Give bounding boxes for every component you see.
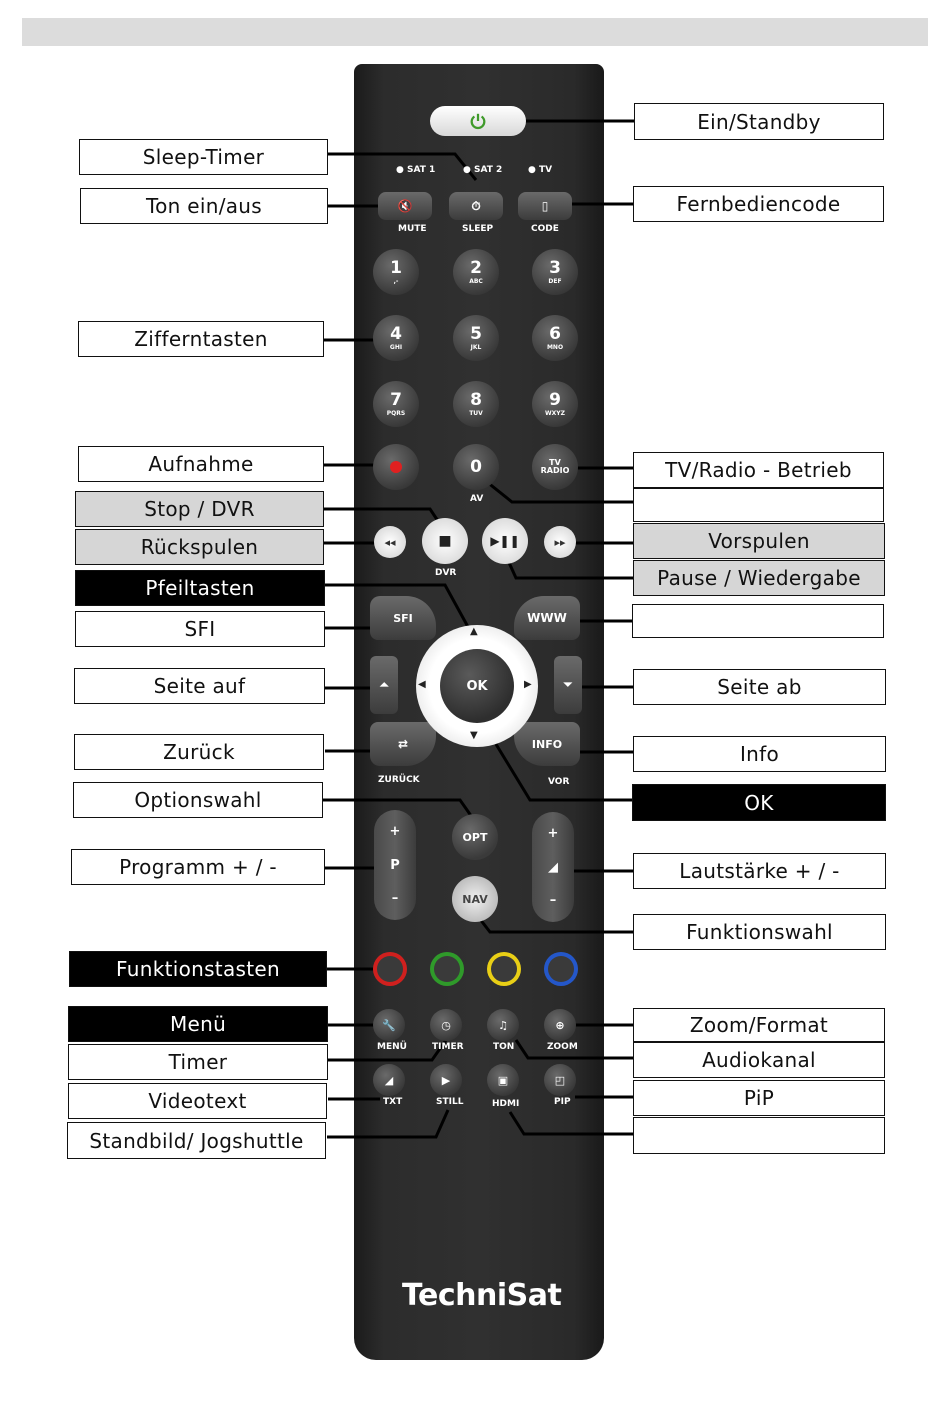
- label-sleep-timer: Sleep-Timer: [79, 139, 328, 175]
- label-info: Info: [633, 736, 886, 772]
- label-sfi: SFI: [75, 611, 325, 647]
- digit-letters: ABC: [469, 277, 483, 285]
- label-www: [632, 604, 884, 638]
- page-down-button[interactable]: [554, 656, 582, 714]
- remote-icon: ▯: [541, 199, 549, 213]
- label-pfeiltasten: Pfeiltasten: [75, 570, 325, 606]
- mode-led-sat1: ● SAT 1: [396, 165, 436, 175]
- hdmi-button[interactable]: [487, 1064, 519, 1096]
- teletext-icon: ◢: [384, 1073, 394, 1087]
- digit-label: 0: [470, 456, 482, 477]
- digit-label: 4: [390, 323, 402, 344]
- label-standbild: Standbild/ Jogshuttle: [67, 1122, 326, 1159]
- mode-led-sat2: ● SAT 2: [463, 165, 503, 175]
- tv-radio-label: TV RADIO: [540, 458, 570, 475]
- sfi-label: SFI: [393, 611, 413, 625]
- label-rueckspulen: Rückspulen: [75, 529, 324, 565]
- label-funktionstasten: Funktionstasten: [69, 951, 327, 987]
- blue-key[interactable]: [544, 952, 578, 986]
- music-note-icon: ♫: [498, 1018, 508, 1032]
- play-pause-icon: ▶❚❚: [490, 534, 520, 548]
- clock-icon: ⏱: [471, 198, 481, 213]
- label-timer: Timer: [68, 1044, 328, 1080]
- hdmi-caption: HDMI: [492, 1099, 520, 1109]
- timer-caption: TIMER: [432, 1042, 464, 1052]
- double-chevron-up-icon: ⏶: [379, 678, 389, 691]
- label-pip: PiP: [633, 1080, 885, 1116]
- mode-led-tv: ● TV: [528, 165, 553, 175]
- arrow-right-icon[interactable]: ▶: [524, 679, 532, 690]
- record-button[interactable]: [373, 444, 419, 490]
- label-funktionswahl: Funktionswahl: [633, 914, 886, 950]
- label-ton-ein-aus: Ton ein/aus: [80, 188, 328, 224]
- digit-label: 2: [470, 257, 482, 278]
- label-hdmi: [633, 1117, 885, 1154]
- pip-icon: ◰: [554, 1073, 566, 1087]
- label-audiokanal: Audiokanal: [633, 1042, 885, 1078]
- fast-forward-button[interactable]: [544, 526, 576, 558]
- label-fernbediencode: Fernbediencode: [633, 186, 884, 222]
- ton-caption: TON: [493, 1042, 515, 1052]
- menu-caption: MENÜ: [377, 1042, 407, 1052]
- label-av: [633, 488, 884, 522]
- volume-plus: +: [547, 826, 559, 841]
- ok-label: OK: [466, 678, 488, 694]
- digit-4-button[interactable]: [373, 315, 419, 361]
- label-vorspulen: Vorspulen: [633, 523, 885, 559]
- sleep-button[interactable]: [449, 192, 503, 220]
- digit-letters: ,-: [393, 277, 399, 285]
- vor-caption: VOR: [548, 777, 570, 787]
- label-zifferntasten: Zifferntasten: [78, 321, 324, 357]
- digit-label: 9: [549, 389, 561, 410]
- clock-icon: ◷: [441, 1018, 451, 1032]
- code-button[interactable]: [518, 192, 572, 220]
- label-zoom-format: Zoom/Format: [633, 1008, 885, 1042]
- red-key[interactable]: [373, 952, 407, 986]
- zoom-icon: ⊕: [555, 1018, 565, 1032]
- mode-led-label: SAT 2: [474, 165, 503, 175]
- digit-3-button[interactable]: [532, 249, 578, 295]
- wrench-icon: 🔧: [382, 1018, 396, 1032]
- digit-5-button[interactable]: [453, 315, 499, 361]
- stop-icon: ■: [438, 533, 452, 549]
- brand-logo: TechniSat: [402, 1278, 562, 1313]
- pip-button[interactable]: [544, 1064, 576, 1096]
- av-caption: AV: [470, 494, 484, 504]
- yellow-key[interactable]: [487, 952, 521, 986]
- still-caption: STILL: [436, 1097, 464, 1107]
- zoom-caption: ZOOM: [547, 1042, 578, 1052]
- nav-button[interactable]: [452, 876, 498, 922]
- digit-label: 6: [549, 323, 561, 344]
- txt-button[interactable]: [373, 1064, 405, 1096]
- digit-7-button[interactable]: [373, 381, 419, 427]
- tv-radio-button[interactable]: [532, 444, 578, 490]
- label-zurueck: Zurück: [74, 734, 324, 770]
- digit-letters: JKL: [470, 343, 482, 351]
- mode-led-label: SAT 1: [407, 165, 436, 175]
- rewind-button[interactable]: [374, 526, 406, 558]
- www-button[interactable]: [514, 596, 580, 640]
- rewind-icon: ◂◂: [384, 535, 396, 549]
- page-up-button[interactable]: [370, 656, 398, 714]
- label-optionswahl: Optionswahl: [73, 782, 323, 818]
- label-ein-standby: Ein/Standby: [634, 103, 884, 140]
- label-lautstaerke: Lautstärke + / -: [633, 853, 886, 889]
- menu-button[interactable]: [373, 1009, 405, 1041]
- digit-6-button[interactable]: [532, 315, 578, 361]
- ton-button[interactable]: [487, 1009, 519, 1041]
- timer-button[interactable]: [430, 1009, 462, 1041]
- label-seite-ab: Seite ab: [633, 669, 886, 705]
- double-chevron-down-icon: ⏷: [563, 678, 573, 691]
- program-p-label: P: [390, 857, 400, 873]
- digit-letters: PQRS: [386, 409, 406, 417]
- digit-letters: WXYZ: [545, 409, 565, 417]
- arrow-down-icon[interactable]: ▼: [470, 730, 478, 741]
- record-icon: [390, 461, 402, 473]
- arrow-up-icon[interactable]: ▲: [470, 626, 478, 637]
- digit-label: 1: [390, 257, 402, 278]
- play-pause-button[interactable]: [482, 518, 528, 564]
- label-ok: OK: [632, 784, 886, 821]
- opt-button[interactable]: [452, 814, 498, 860]
- txt-caption: TXT: [383, 1097, 403, 1107]
- digit-letters: MNO: [546, 343, 564, 351]
- stop-button[interactable]: [422, 518, 468, 564]
- label-tv-radio-betrieb: TV/Radio - Betrieb: [633, 452, 884, 488]
- volume-rocker[interactable]: [532, 812, 574, 922]
- info-label: INFO: [531, 737, 563, 751]
- label-menue: Menü: [68, 1006, 328, 1042]
- digit-label: 3: [549, 257, 561, 278]
- mode-led-label: TV: [539, 165, 553, 175]
- still-button[interactable]: [430, 1064, 462, 1096]
- program-plus: +: [389, 824, 401, 839]
- mute-icon: 🔇: [397, 199, 413, 213]
- mute-button[interactable]: [378, 192, 432, 220]
- program-minus: –: [391, 891, 399, 906]
- digit-letters: DEF: [548, 277, 562, 285]
- opt-label: OPT: [462, 830, 488, 844]
- sleep-caption: SLEEP: [462, 224, 494, 234]
- label-programm: Programm + / -: [71, 849, 325, 885]
- power-button[interactable]: [430, 106, 526, 136]
- green-key[interactable]: [430, 952, 464, 986]
- ok-button[interactable]: [440, 649, 514, 723]
- arrow-left-icon[interactable]: ◀: [418, 679, 426, 690]
- zoom-button[interactable]: [544, 1009, 576, 1041]
- digit-label: 5: [470, 323, 482, 344]
- label-stop-dvr: Stop / DVR: [75, 491, 324, 527]
- digit-9-button[interactable]: [532, 381, 578, 427]
- label-aufnahme: Aufnahme: [78, 446, 324, 482]
- nav-label: NAV: [462, 892, 488, 906]
- hdmi-icon: ▣: [497, 1073, 509, 1087]
- digit-8-button[interactable]: [453, 381, 499, 427]
- volume-minus: –: [549, 893, 557, 908]
- pip-caption: PIP: [554, 1097, 571, 1107]
- play-icon: ▶: [441, 1073, 451, 1087]
- volume-wedge-icon: ◢: [548, 859, 558, 875]
- label-pause-wiedergabe: Pause / Wiedergabe: [633, 560, 885, 596]
- program-rocker[interactable]: [374, 810, 416, 920]
- digit-1-button[interactable]: [373, 249, 419, 295]
- digit-label: 7: [390, 389, 402, 410]
- digit-letters: GHI: [389, 343, 403, 351]
- fast-forward-icon: ▸▸: [554, 535, 566, 549]
- back-arrows-icon: ⇄: [397, 737, 409, 751]
- digit-0-button[interactable]: [453, 444, 499, 490]
- power-icon: [469, 112, 487, 130]
- digit-letters: TUV: [469, 409, 483, 417]
- dvr-caption: DVR: [435, 568, 457, 578]
- www-label: WWW: [527, 611, 567, 625]
- code-caption: CODE: [531, 224, 559, 234]
- digit-label: 8: [470, 389, 482, 410]
- zurueck-caption: ZURÜCK: [378, 775, 420, 785]
- label-videotext: Videotext: [68, 1083, 327, 1119]
- digit-2-button[interactable]: [453, 249, 499, 295]
- label-seite-auf: Seite auf: [74, 668, 325, 704]
- mute-caption: MUTE: [398, 224, 427, 234]
